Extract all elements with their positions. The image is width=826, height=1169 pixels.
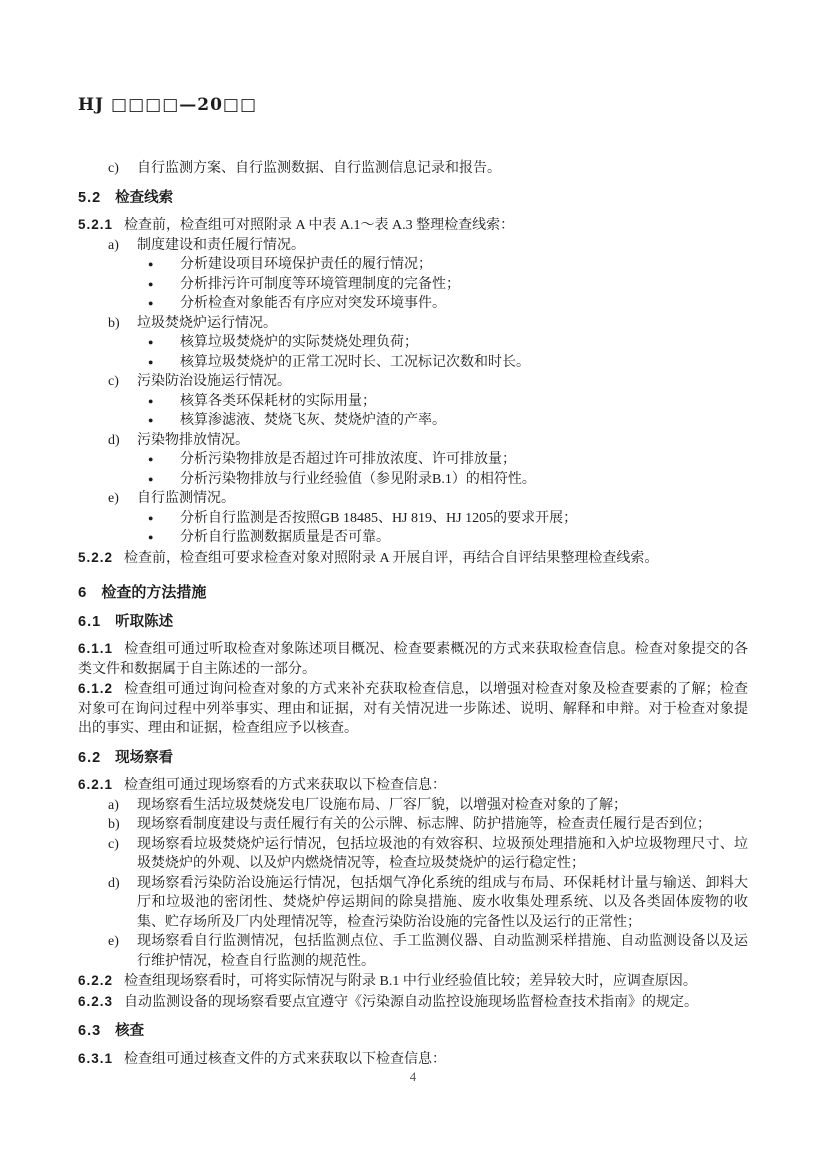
bullet-icon: ● bbox=[148, 473, 154, 484]
clause-number: 6.2.2 bbox=[78, 973, 114, 988]
bullet-text: 核算垃圾焚烧炉的实际焚烧处理负荷； bbox=[180, 335, 418, 350]
list-item-label: a) bbox=[108, 797, 119, 813]
clause-number: 6.2.1 bbox=[78, 777, 114, 792]
clause-text: 检查组现场察看时，可将实际情况与附录 B.1 中行业经验值比较；差异较大时，应调查原因。 bbox=[124, 974, 697, 989]
list-item-label: d) bbox=[108, 875, 120, 891]
bullet-list-item bbox=[78, 333, 748, 353]
heading-title: 核查 bbox=[115, 1023, 145, 1039]
heading-number: 6.2 bbox=[78, 749, 102, 766]
lettered-list-item bbox=[78, 835, 748, 874]
bullet-text: 分析污染物排放与行业经验值（参见附录B.1）的相符性。 bbox=[180, 471, 536, 487]
lettered-list-item bbox=[78, 815, 748, 835]
bullet-icon: ● bbox=[148, 512, 154, 523]
lettered-list-item bbox=[78, 431, 748, 451]
heading-number: 5.2 bbox=[78, 189, 102, 206]
bullet-icon: ● bbox=[148, 454, 154, 464]
document-number-header: HJ □□□□—20□□ bbox=[78, 95, 258, 115]
list-item-label: e) bbox=[108, 934, 119, 949]
document-body bbox=[78, 159, 748, 1069]
bullet-text: 分析自行监测数据质量是否可靠。 bbox=[180, 530, 390, 545]
heading-number: 6 bbox=[78, 584, 88, 601]
list-item-text: 现场察看制度建设与责任履行有关的公示牌、标志牌、防护措施等，检查责任履行是否到位； bbox=[137, 817, 711, 832]
bullet-list-item bbox=[78, 450, 748, 470]
clause-number: 6.3.1 bbox=[78, 1050, 114, 1066]
bullet-icon: ● bbox=[148, 298, 154, 308]
section-heading bbox=[78, 749, 748, 769]
bullet-text: 分析污染物排放是否超过许可排放浓度、许可排放量； bbox=[180, 452, 516, 467]
bullet-list-item bbox=[78, 275, 748, 295]
bullet-list-item bbox=[78, 528, 748, 548]
clause-text: 检查前，检查组可对照附录 A 中表 A.1～表 A.3 整理检查线索： bbox=[124, 218, 515, 233]
list-item-text: 污染物排放情况。 bbox=[137, 432, 249, 448]
lettered-list-item bbox=[78, 159, 748, 179]
list-item-label: c) bbox=[108, 161, 119, 176]
clause-paragraph bbox=[78, 639, 748, 679]
heading-number: 6.3 bbox=[78, 1023, 102, 1039]
bullet-icon: ● bbox=[148, 395, 154, 406]
list-item-label: c) bbox=[108, 374, 119, 389]
heading-title: 现场察看 bbox=[115, 749, 174, 766]
lettered-list-item bbox=[78, 314, 748, 334]
list-item-text: 现场察看生活垃圾焚烧发电厂设施布局、厂容厂貌，以增强对检查对象的了解； bbox=[137, 797, 627, 813]
bullet-list-item bbox=[78, 411, 748, 431]
list-item-label: a) bbox=[108, 237, 119, 253]
bullet-list-item bbox=[78, 294, 748, 314]
page-number: 4 bbox=[409, 1069, 417, 1084]
clause-text: 检查组可通过询问检查对象的方式来补充获取检查信息，以增强对检查对象及检查要素的了解；检查对象可在询问过程中列举事实、理由和证据，对有关情况进一步陈述、说明、解释和申辩。对于检查对象提出的事实、理由和证据，检查组应予以核查。 bbox=[78, 682, 748, 736]
lettered-list-item bbox=[78, 489, 748, 509]
lettered-list-item bbox=[78, 932, 748, 971]
bullet-text: 核算各类环保耗材的实际用量； bbox=[180, 393, 376, 409]
bullet-list-item bbox=[78, 470, 748, 490]
list-item-label: b) bbox=[108, 315, 120, 331]
clause-paragraph bbox=[78, 992, 748, 1013]
heading-title: 听取陈述 bbox=[115, 613, 174, 630]
bullet-icon: ● bbox=[148, 278, 154, 289]
clause-number: 6.1.1 bbox=[78, 641, 114, 656]
bullet-list-item bbox=[78, 353, 748, 373]
bullet-text: 分析自行监测是否按照GB 18485、HJ 819、HJ 1205的要求开展； bbox=[180, 510, 578, 526]
section-heading bbox=[78, 189, 748, 209]
clause-paragraph bbox=[78, 775, 748, 796]
bullet-list-item bbox=[78, 392, 748, 412]
bullet-text: 分析建设项目环境保护责任的履行情况； bbox=[180, 257, 432, 272]
clause-number: 6.1.2 bbox=[78, 681, 114, 696]
clause-text: 检查组可通过核查文件的方式来获取以下检查信息： bbox=[124, 1051, 447, 1067]
clause-text: 检查前，检查组可要求检查对象对照附录 A 开展自评，再结合自评结果整理检查线索。 bbox=[124, 550, 659, 566]
clause-number: 5.2.2 bbox=[78, 549, 114, 565]
clause-number: 5.2.1 bbox=[78, 217, 114, 232]
lettered-list-item bbox=[78, 236, 748, 256]
bullet-text: 分析检查对象能否有序应对突发环境事件。 bbox=[180, 296, 446, 311]
bullet-text: 分析排污许可制度等环境管理制度的完备性； bbox=[180, 276, 460, 292]
list-item-label: d) bbox=[108, 432, 120, 448]
list-item-text: 现场察看污染防治设施运行情况，包括烟气净化系统的组成与布局、环保耗材计量与输送、卸料大厅和垃圾池的密闭性、焚烧炉停运期间的除臭措施、废水收集处理系统、以及各类固体废物的收集、贮存场所及厂内处理情况等，检查污染防治设施的完备性以及运行的正常性； bbox=[137, 875, 748, 930]
clause-paragraph bbox=[78, 679, 748, 739]
chapter-heading bbox=[78, 583, 748, 603]
clause-text: 检查组可通过现场察看的方式来获取以下检查信息： bbox=[124, 778, 447, 793]
bullet-icon: ● bbox=[148, 415, 154, 425]
lettered-list-item bbox=[78, 874, 748, 933]
clause-paragraph bbox=[78, 548, 748, 569]
heading-number: 6.1 bbox=[78, 613, 102, 630]
list-item-text: 垃圾焚烧炉运行情况。 bbox=[137, 315, 277, 331]
clause-paragraph bbox=[78, 1049, 748, 1070]
list-item-label: e) bbox=[108, 491, 119, 506]
bullet-icon: ● bbox=[148, 532, 154, 542]
lettered-list-item bbox=[78, 796, 748, 816]
bullet-text: 核算渗滤液、焚烧飞灰、焚烧炉渣的产率。 bbox=[180, 413, 446, 428]
bullet-list-item bbox=[78, 509, 748, 529]
bullet-text: 核算垃圾焚烧炉的正常工况时长、工况标记次数和时长。 bbox=[180, 354, 530, 370]
clause-number: 6.2.3 bbox=[78, 993, 114, 1009]
clause-paragraph bbox=[78, 971, 748, 992]
section-heading bbox=[78, 613, 748, 633]
list-item-label: b) bbox=[108, 817, 120, 832]
bullet-icon: ● bbox=[148, 337, 154, 347]
bullet-icon: ● bbox=[148, 259, 154, 269]
list-item-label: c) bbox=[108, 836, 119, 852]
list-item-text: 自行监测方案、自行监测数据、自行监测信息记录和报告。 bbox=[137, 161, 501, 176]
lettered-list-item bbox=[78, 372, 748, 392]
list-item-text: 制度建设和责任履行情况。 bbox=[137, 237, 305, 253]
list-item-text: 现场察看垃圾焚烧炉运行情况，包括垃圾池的有效容积、垃圾预处理措施和入炉垃圾物理尺寸、垃圾焚烧炉的外观、以及炉内燃烧情况等，检查垃圾焚烧炉的运行稳定性； bbox=[137, 836, 748, 871]
heading-title: 检查的方法措施 bbox=[101, 584, 207, 601]
clause-paragraph bbox=[78, 215, 748, 236]
list-item-text: 污染防治设施运行情况。 bbox=[137, 374, 291, 389]
list-item-text: 自行监测情况。 bbox=[137, 491, 235, 506]
clause-text: 自动监测设备的现场察看要点宜遵守《污染源自动监控设施现场监督检查技术指南》的规定。 bbox=[124, 994, 699, 1010]
bullet-list-item bbox=[78, 255, 748, 275]
list-item-text: 现场察看自行监测情况，包括监测点位、手工监测仪器、自动监测采样措施、自动监测设备以及运行维护情况，检查自行监测的规范性。 bbox=[137, 934, 748, 969]
clause-text: 检查组可通过听取检查对象陈述项目概况、检查要素概况的方式来获取检查信息。检查对象提交的各类文件和数据属于自主陈述的一部分。 bbox=[78, 642, 748, 677]
heading-title: 检查线索 bbox=[115, 189, 174, 206]
section-heading bbox=[78, 1022, 748, 1042]
bullet-icon: ● bbox=[148, 356, 154, 367]
